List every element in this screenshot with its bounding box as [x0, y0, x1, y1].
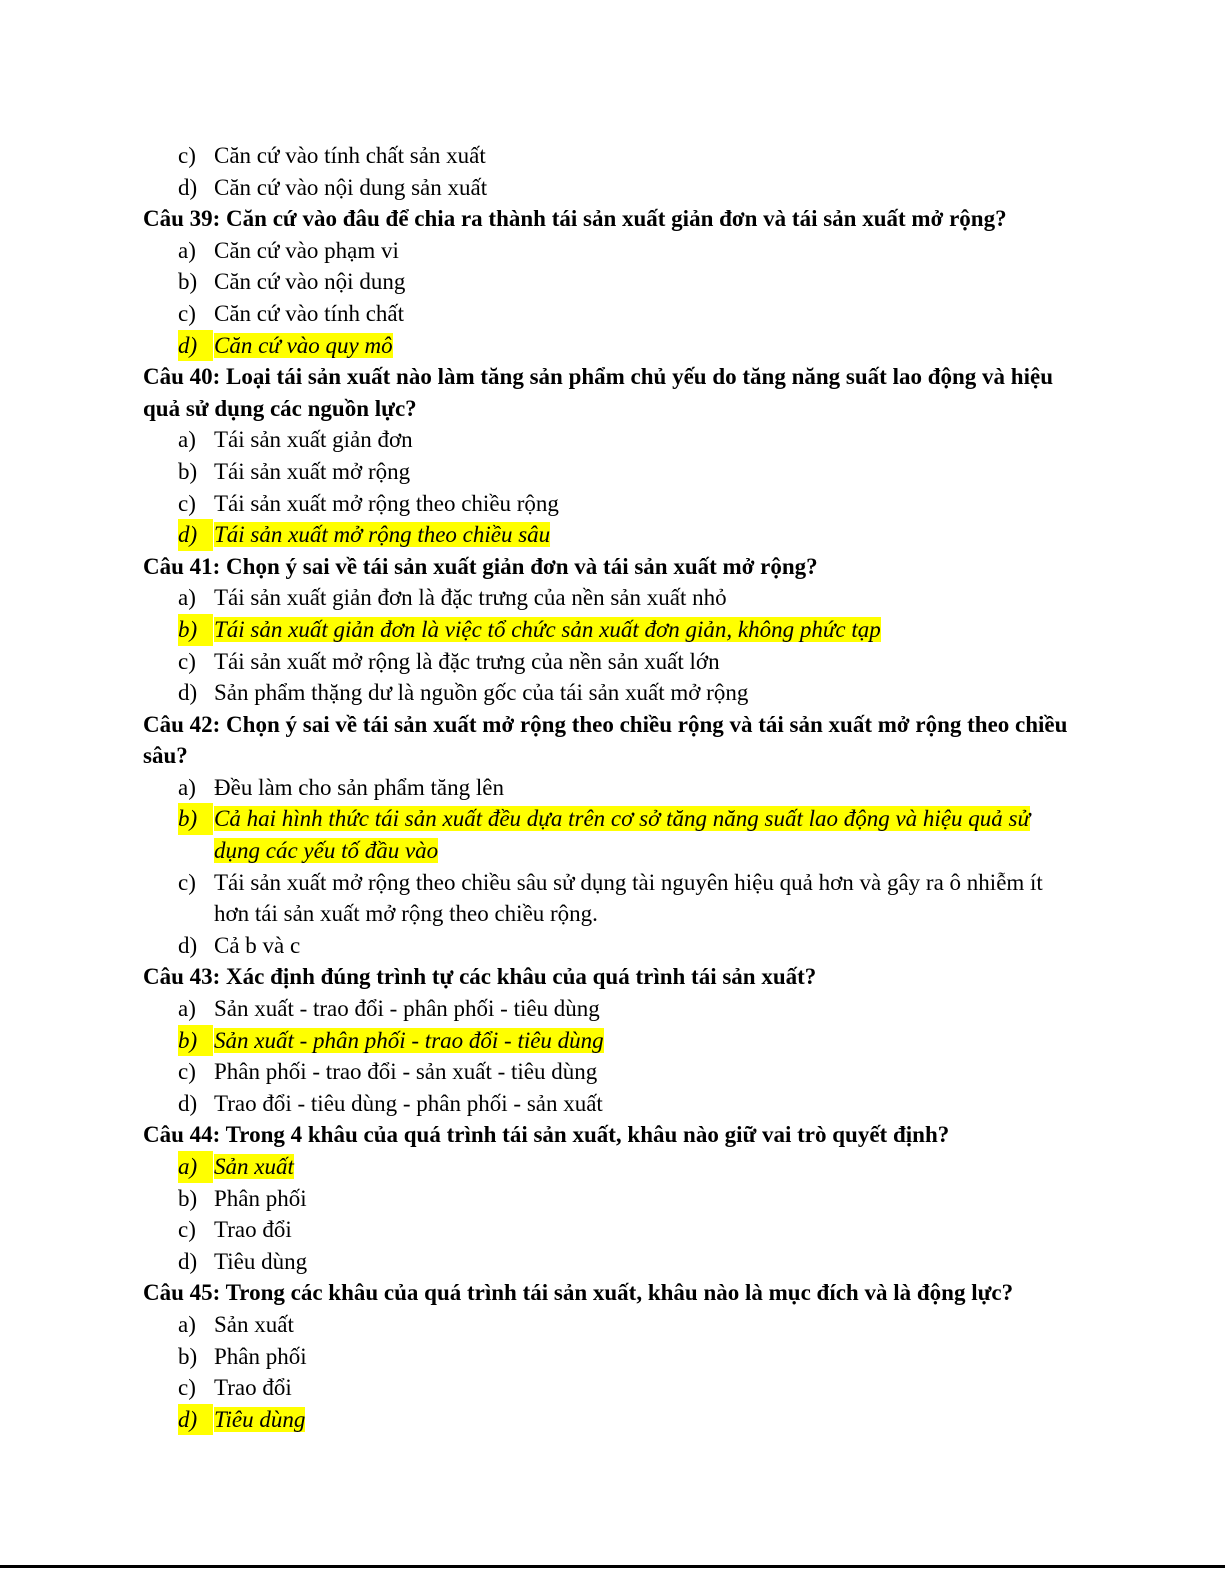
answer-options-list — [143, 424, 1073, 550]
answer-option — [143, 582, 1073, 614]
question-text: Câu 40: Loại tái sản xuất nào làm tăng sản phẩm chủ yếu do tăng năng suất lao động và hiệu quả sử dụng các nguồn lực? — [143, 364, 1053, 421]
answer-option — [143, 772, 1073, 804]
option-letter: d) — [178, 932, 198, 958]
answer-option — [143, 1372, 1073, 1404]
option-letter: d) — [178, 1404, 213, 1436]
question-text: Câu 45: Trong các khâu của quá trình tái sản xuất, khâu nào là mục đích và là động lực? — [143, 1280, 1014, 1306]
option-letter: c) — [178, 869, 196, 895]
option-letter: a) — [178, 996, 196, 1022]
answer-option — [143, 1214, 1073, 1246]
option-letter: b) — [178, 1185, 198, 1211]
option-text: Tái sản xuất mở rộng theo chiều rộng — [214, 490, 559, 516]
answer-options-list — [143, 993, 1073, 1119]
option-letter: c) — [178, 143, 196, 168]
answer-option-correct — [143, 1151, 1073, 1183]
option-text: Tái sản xuất giản đơn là đặc trưng của nền sản xuất nhỏ — [214, 585, 727, 611]
answer-option — [143, 424, 1073, 456]
answer-option — [143, 1309, 1073, 1341]
question-text: Câu 39: Căn cứ vào đâu để chia ra thành tái sản xuất giản đơn và tái sản xuất mở rộng? — [143, 206, 1007, 232]
option-letter: a) — [178, 1151, 213, 1183]
option-text: Tái sản xuất mở rộng — [214, 458, 411, 484]
option-letter: a) — [178, 585, 196, 611]
answer-option — [143, 1341, 1073, 1373]
answer-option-correct — [143, 519, 1073, 551]
option-letter: c) — [178, 1059, 196, 1085]
option-letter: b) — [178, 803, 213, 835]
option-text: Trao đổi — [214, 1217, 292, 1243]
answer-options-list — [143, 235, 1073, 361]
question-text: Câu 41: Chọn ý sai về tái sản xuất giản đơn và tái sản xuất mở rộng? — [143, 553, 818, 579]
option-text: Sản xuất - trao đổi - phân phối - tiêu dùng — [214, 996, 600, 1022]
question-text: Câu 42: Chọn ý sai về tái sản xuất mở rộng theo chiều rộng và tái sản xuất mở rộng theo chiều sâu? — [143, 711, 1068, 769]
answer-option-correct — [143, 614, 1073, 646]
option-letter: d) — [178, 330, 213, 362]
option-text: Cả b và c — [214, 932, 301, 958]
answer-option — [143, 172, 1073, 204]
option-letter: c) — [178, 648, 196, 674]
answer-option — [143, 867, 1073, 930]
question-text: Câu 44: Trong 4 khâu của quá trình tái sản xuất, khâu nào giữ vai trò quyết định? — [143, 1122, 950, 1148]
answer-options-list — [143, 582, 1073, 708]
answer-option — [143, 930, 1073, 962]
question-text: Câu 43: Xác định đúng trình tự các khâu của quá trình tái sản xuất? — [143, 964, 817, 990]
answer-option — [143, 488, 1073, 520]
answer-option-correct — [143, 330, 1073, 362]
option-text: Căn cứ vào nội dung sản xuất — [214, 174, 488, 200]
answer-option — [143, 266, 1073, 298]
option-letter: c) — [178, 1375, 196, 1401]
highlighted-answer-text: Căn cứ vào quy mô — [214, 332, 393, 358]
option-text: Căn cứ vào nội dung — [214, 269, 406, 295]
option-text: Phân phối — [214, 1343, 307, 1369]
highlighted-answer-text: Sản xuất — [214, 1154, 294, 1179]
option-letter: b) — [178, 269, 198, 295]
option-text: Tái sản xuất mở rộng là đặc trưng của nền sản xuất lớn — [214, 648, 720, 674]
highlighted-answer-text: Tiêu dùng — [214, 1406, 306, 1432]
option-letter: d) — [178, 1090, 198, 1116]
option-text: Phân phối — [214, 1185, 307, 1211]
option-letter: d) — [178, 1248, 198, 1274]
option-letter: a) — [178, 774, 196, 800]
answer-option — [143, 140, 1073, 172]
option-letter: b) — [178, 1025, 213, 1057]
option-letter: d) — [178, 519, 213, 551]
option-text: Tái sản xuất mở rộng theo chiều sâu sử dụng tài nguyên hiệu quả hơn và gây ra ô nhiễm ít hơn tái sản xuất mở rộng theo chiều rộng. — [214, 869, 1043, 927]
answer-option — [143, 1056, 1073, 1088]
option-text: Trao đổi - tiêu dùng - phân phối - sản xuất — [214, 1090, 603, 1116]
highlighted-answer-text: Sản xuất - phân phối - trao đổi - tiêu dùng — [214, 1027, 604, 1053]
answer-option — [143, 1246, 1073, 1278]
page-bottom-border — [0, 1565, 1225, 1568]
option-letter: c) — [178, 490, 196, 516]
option-text: Sản xuất — [214, 1311, 294, 1337]
highlighted-answer-text: Tái sản xuất mở rộng theo chiều sâu — [214, 522, 551, 548]
answer-option — [143, 1183, 1073, 1215]
answer-options-list — [143, 140, 1073, 203]
option-letter: a) — [178, 427, 196, 453]
option-letter: b) — [178, 1343, 198, 1369]
option-text: Tái sản xuất giản đơn — [214, 427, 413, 453]
highlighted-answer-text: Cả hai hình thức tái sản xuất đều dựa trên cơ sở tăng năng suất lao động và hiệu quả sử dụng các yếu tố đầu vào — [214, 806, 1031, 864]
answer-option-correct — [143, 803, 1073, 866]
option-letter: a) — [178, 237, 196, 263]
answer-option — [143, 646, 1073, 678]
answer-option-correct — [143, 1404, 1073, 1436]
answer-options-list — [143, 772, 1073, 962]
option-letter: d) — [178, 174, 198, 200]
answer-option — [143, 993, 1073, 1025]
option-text: Phân phối - trao đổi - sản xuất - tiêu dùng — [214, 1059, 598, 1085]
option-text: Căn cứ vào tính chất — [214, 300, 405, 326]
option-text: Căn cứ vào phạm vi — [214, 237, 399, 263]
option-text: Tiêu dùng — [214, 1248, 308, 1274]
quiz-content — [143, 140, 1073, 1435]
highlighted-answer-text: Tái sản xuất giản đơn là việc tổ chức sản xuất đơn giản, không phức tạp — [214, 616, 881, 642]
answer-options-list — [143, 1309, 1073, 1435]
option-text: Đều làm cho sản phẩm tăng lên — [214, 774, 504, 800]
option-letter: c) — [178, 1217, 196, 1243]
option-text: Trao đổi — [214, 1375, 292, 1401]
answer-option — [143, 298, 1073, 330]
option-letter: b) — [178, 614, 213, 646]
option-letter: b) — [178, 458, 198, 484]
answer-options-list — [143, 1151, 1073, 1277]
answer-option-correct — [143, 1025, 1073, 1057]
option-letter: d) — [178, 680, 198, 706]
answer-option — [143, 235, 1073, 267]
answer-option — [143, 1088, 1073, 1120]
option-letter: a) — [178, 1311, 196, 1337]
option-letter: c) — [178, 300, 196, 326]
answer-option — [143, 456, 1073, 488]
answer-option — [143, 677, 1073, 709]
option-text: Sản phẩm thặng dư là nguồn gốc của tái sản xuất mở rộng — [214, 680, 749, 706]
option-text: Căn cứ vào tính chất sản xuất — [214, 143, 486, 168]
